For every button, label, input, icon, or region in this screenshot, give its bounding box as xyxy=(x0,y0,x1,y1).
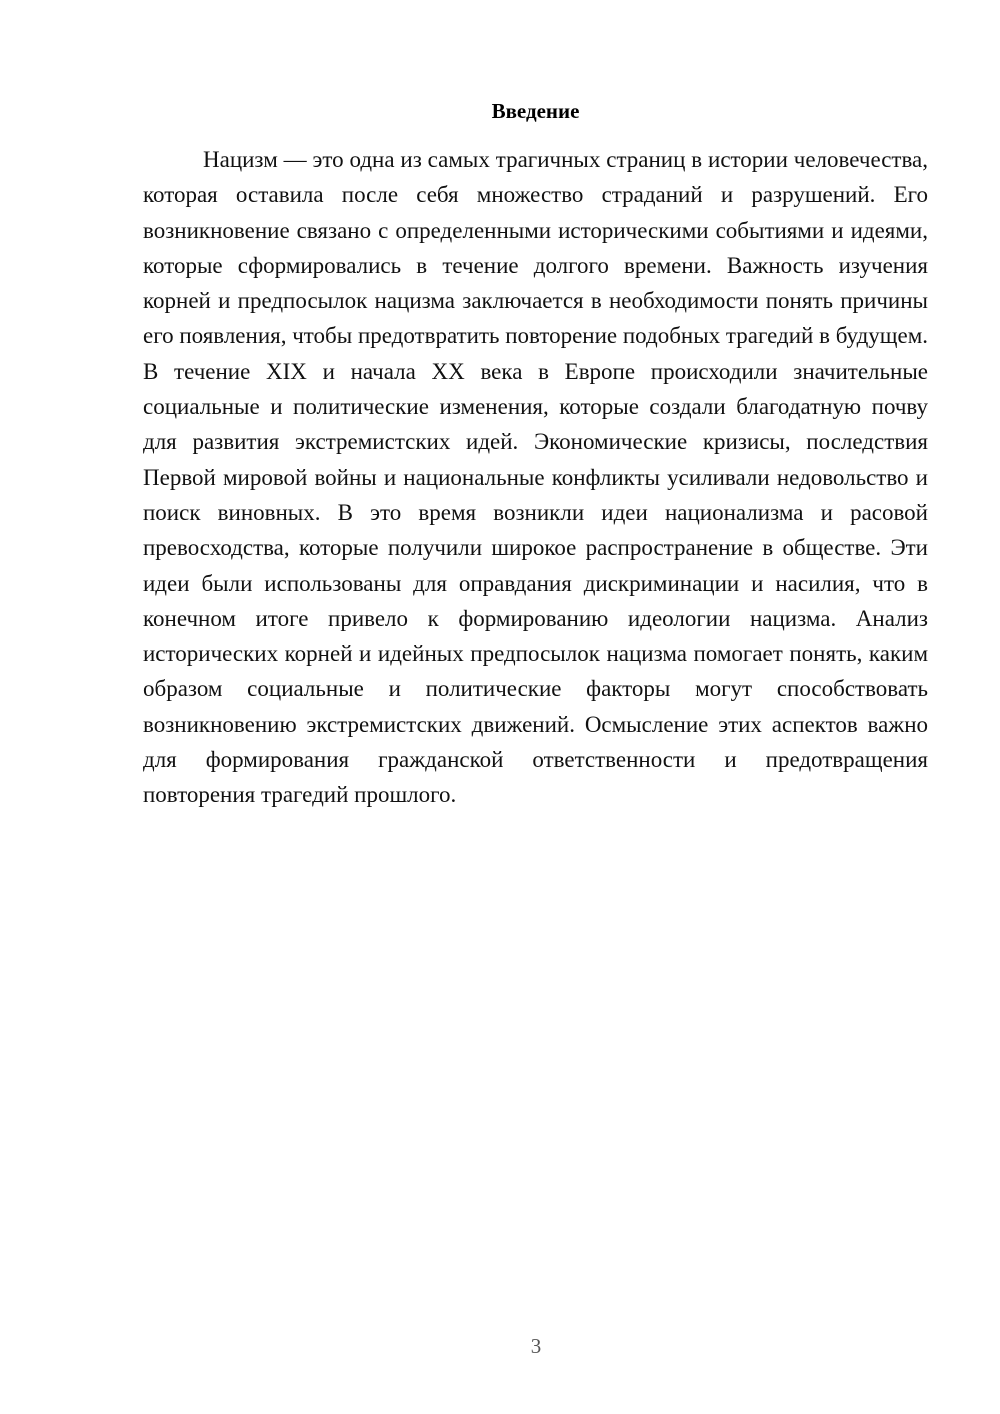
page-number: 3 xyxy=(530,1334,542,1358)
body-paragraph: Нацизм — это одна из самых трагичных страниц в истории человечества, которая оставила после себя множество страданий и разрушений. Его возникновение связано с определенными историческими событиями и идеями, которые сформировались в течение долгого времени. Важность изучения корней и предпосылок нацизма заключается в необходимости понять причины его появления, чтобы предотвратить повторение подобных трагедий в будущем. В течение XIX и начала XX века в Европе происходили значительные социальные и политические изменения, которые создали благодатную почву для развития экстремистских идей. Экономические кризисы, последствия Первой мировой войны и национальные конфликты усиливали недовольство и поиск виновных. В это время возникли идеи национализма и расовой превосходства, которые получили широкое распространение в обществе. Эти идеи были использованы для оправдания дискриминации и насилия, что в конечном итоге привело к формированию идеологии нацизма. Анализ исторических корней и идейных предпосылок нацизма помогает понять, каким образом социальные и политические факторы могут способствовать возникновению экстремистских движений. Осмысление этих аспектов важно для формирования гражданской ответственности и предотвращения повторения трагедий прошлого. xyxy=(143,147,928,808)
section-heading: Введение xyxy=(491,99,580,123)
